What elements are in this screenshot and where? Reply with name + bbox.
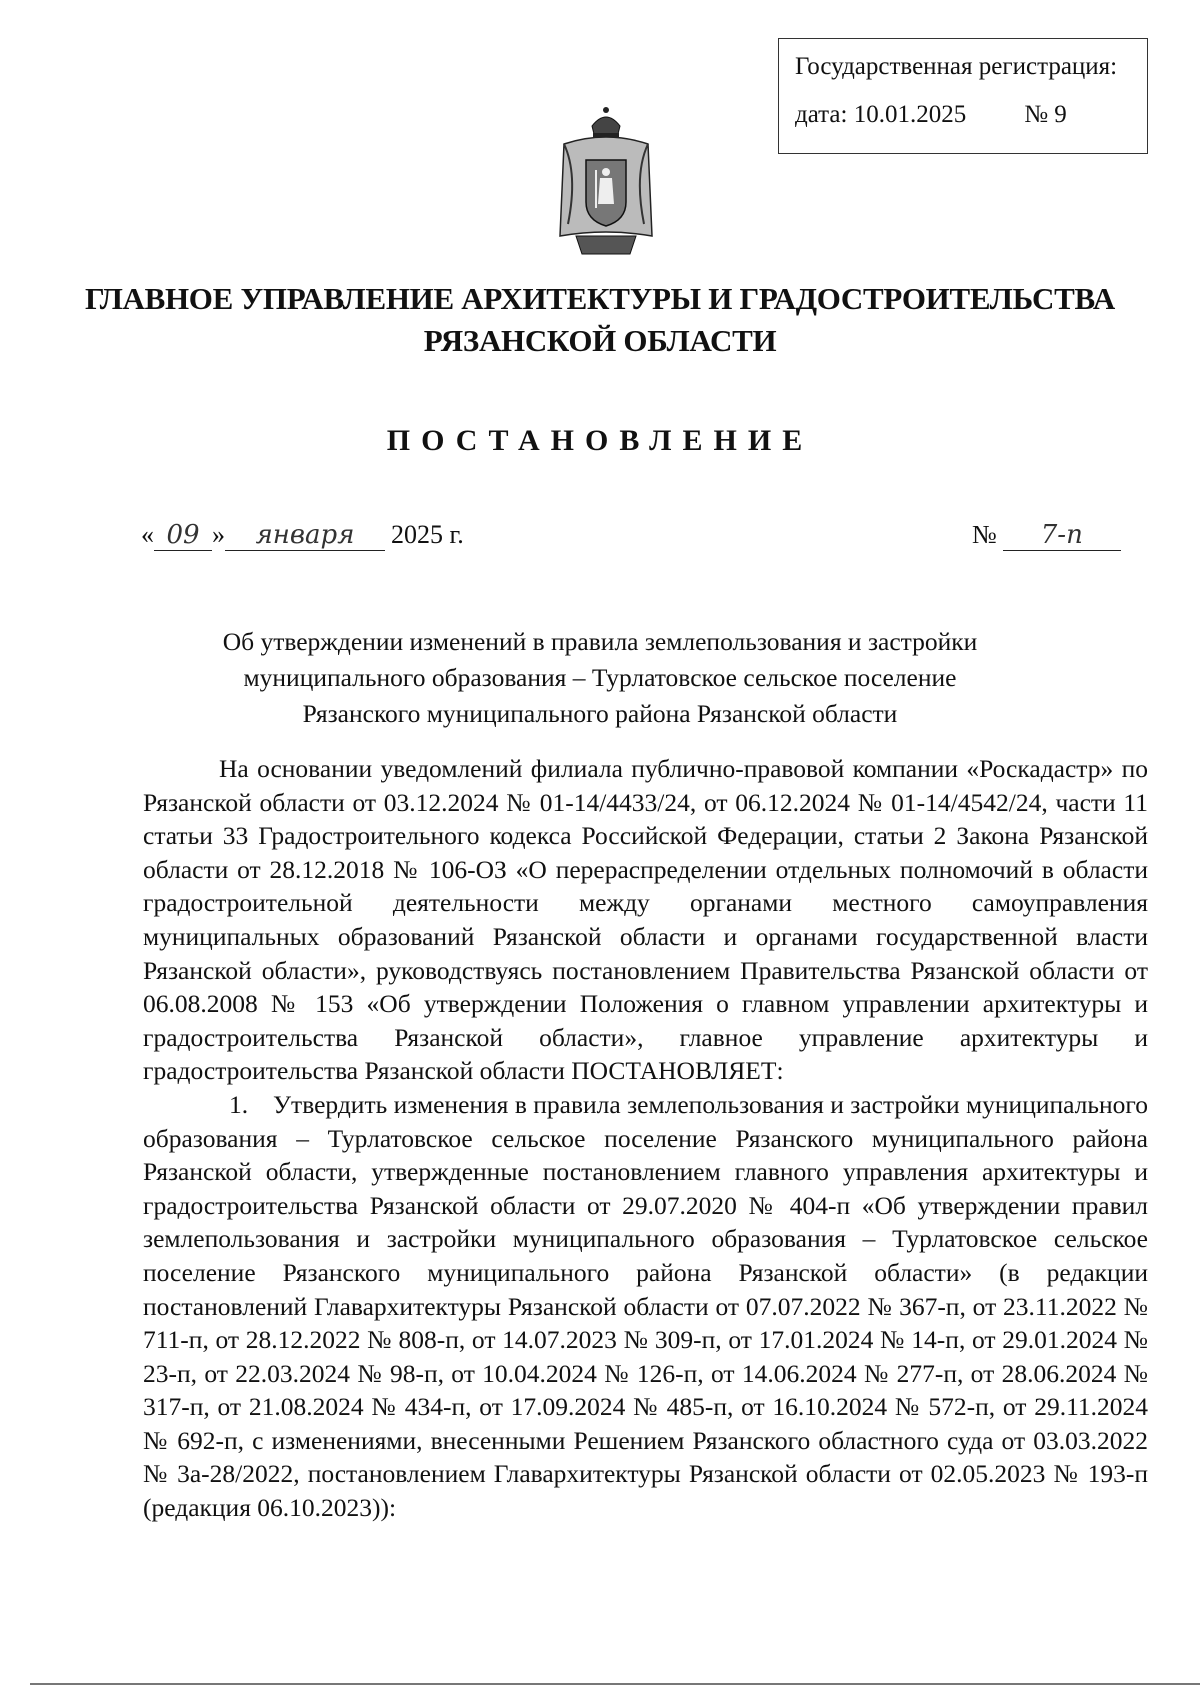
date-day-handwritten: 09 — [154, 520, 212, 551]
date-month-handwritten: января — [225, 520, 385, 551]
org-name-line2: РЯЗАНСКОЙ ОБЛАСТИ — [423, 323, 777, 358]
issuing-authority — [0, 278, 1200, 362]
date-year: 2025 г. — [391, 520, 464, 549]
decree-subject — [0, 624, 1200, 732]
registration-stamp — [778, 38, 1148, 154]
subject-line3: Рязанского муниципального района Рязанской области — [302, 699, 898, 728]
coat-of-arms-icon — [556, 104, 656, 264]
page-bottom-rule — [30, 1683, 1200, 1685]
subject-line2: муниципального образования – Турлатовское сельское поселение — [243, 663, 957, 692]
subject-line1: Об утверждении изменений в правила землепользования и застройки — [222, 627, 978, 656]
registration-title: Государственная регистрация: — [795, 53, 1118, 80]
registration-details — [795, 101, 1147, 129]
number-handwritten: 7-п — [1003, 520, 1121, 551]
preamble-paragraph: На основании уведомлений филиала публично-правовой компании «Роскадастр» по Рязанской области от 03.12.2024 № 01-14/4433/24, от 06.12.2024 № 01-14/4542/24, части 11 статьи 33 Градостроительного кодекса Российской Федерации, статьи 2 Закона Рязанской области от 28.12.2018 № 106-ОЗ «О перераспределении отдельных полномочий в области градостроительной деятельности между органами местного самоуправления муниципальных образований Рязанской области и органами государственной власти Рязанской области», руководствуясь постановлением Правительства Рязанской области от 06.08.2008 № 153 «Об утверждении Положения о главном управлении архитектуры и градостроительства Рязанской области», главное управление архитектуры и градостроительства Рязанской области ПОСТАНОВЛЯЕТ: — [143, 754, 1148, 1086]
registration-date: дата: 10.01.2025 — [795, 101, 967, 128]
number-label: № — [972, 520, 997, 549]
org-name-line1: ГЛАВНОЕ УПРАВЛЕНИЕ АРХИТЕКТУРЫ И ГРАДОСТРОИТЕЛЬСТВА — [84, 281, 1115, 316]
registration-number: № 9 — [1024, 101, 1067, 128]
date-close-quote: » — [212, 520, 225, 549]
item-text: Утвердить изменения в правила землепользования и застройки муниципального образования – Турлатовское сельское поселение Рязанского муниципального района Рязанской области, утвержденные постановлением главного управления архитектуры и градостроительства Рязанской области от 29.07.2020 № 404-п «Об утверждении правил землепользования и застройки муниципального образования – Турлатовское сельское поселение Рязанского муниципального района Рязанской области» (в редакции постановлений Главархитектуры Рязанской области от 07.07.2022 № 367-п, от 23.11.2022 № 711-п, от 28.12.2022 № 808-п, от 14.07.2023 № 309-п, от 17.01.2024 № 14-п, от 29.01.2024 № 23-п, от 22.03.2024 № 98-п, от 10.04.2024 № 126-п, от 14.06.2024 № 277-п, от 28.06.2024 № 317-п, от 21.08.2024 № 434-п, от 17.09.2024 № 485-п, от 16.10.2024 № 572-п, от 29.11.2024 № 692-п, с изменениями, внесенными Решением Рязанского областного суда от 03.03.2022 № 3а-28/2022, постановлением Главархитектуры Рязанской области от 02.05.2023 № 193-п (редакция 06.10.2023)): — [143, 1089, 1148, 1523]
document-type: ПОСТАНОВЛЕНИЕ — [386, 424, 814, 457]
decree-number — [972, 520, 1121, 551]
decree-body — [143, 752, 1148, 1525]
item-number: 1. — [229, 1089, 249, 1119]
date-open-quote: « — [141, 520, 154, 549]
decree-date — [141, 520, 464, 551]
list-item — [143, 1088, 1148, 1525]
